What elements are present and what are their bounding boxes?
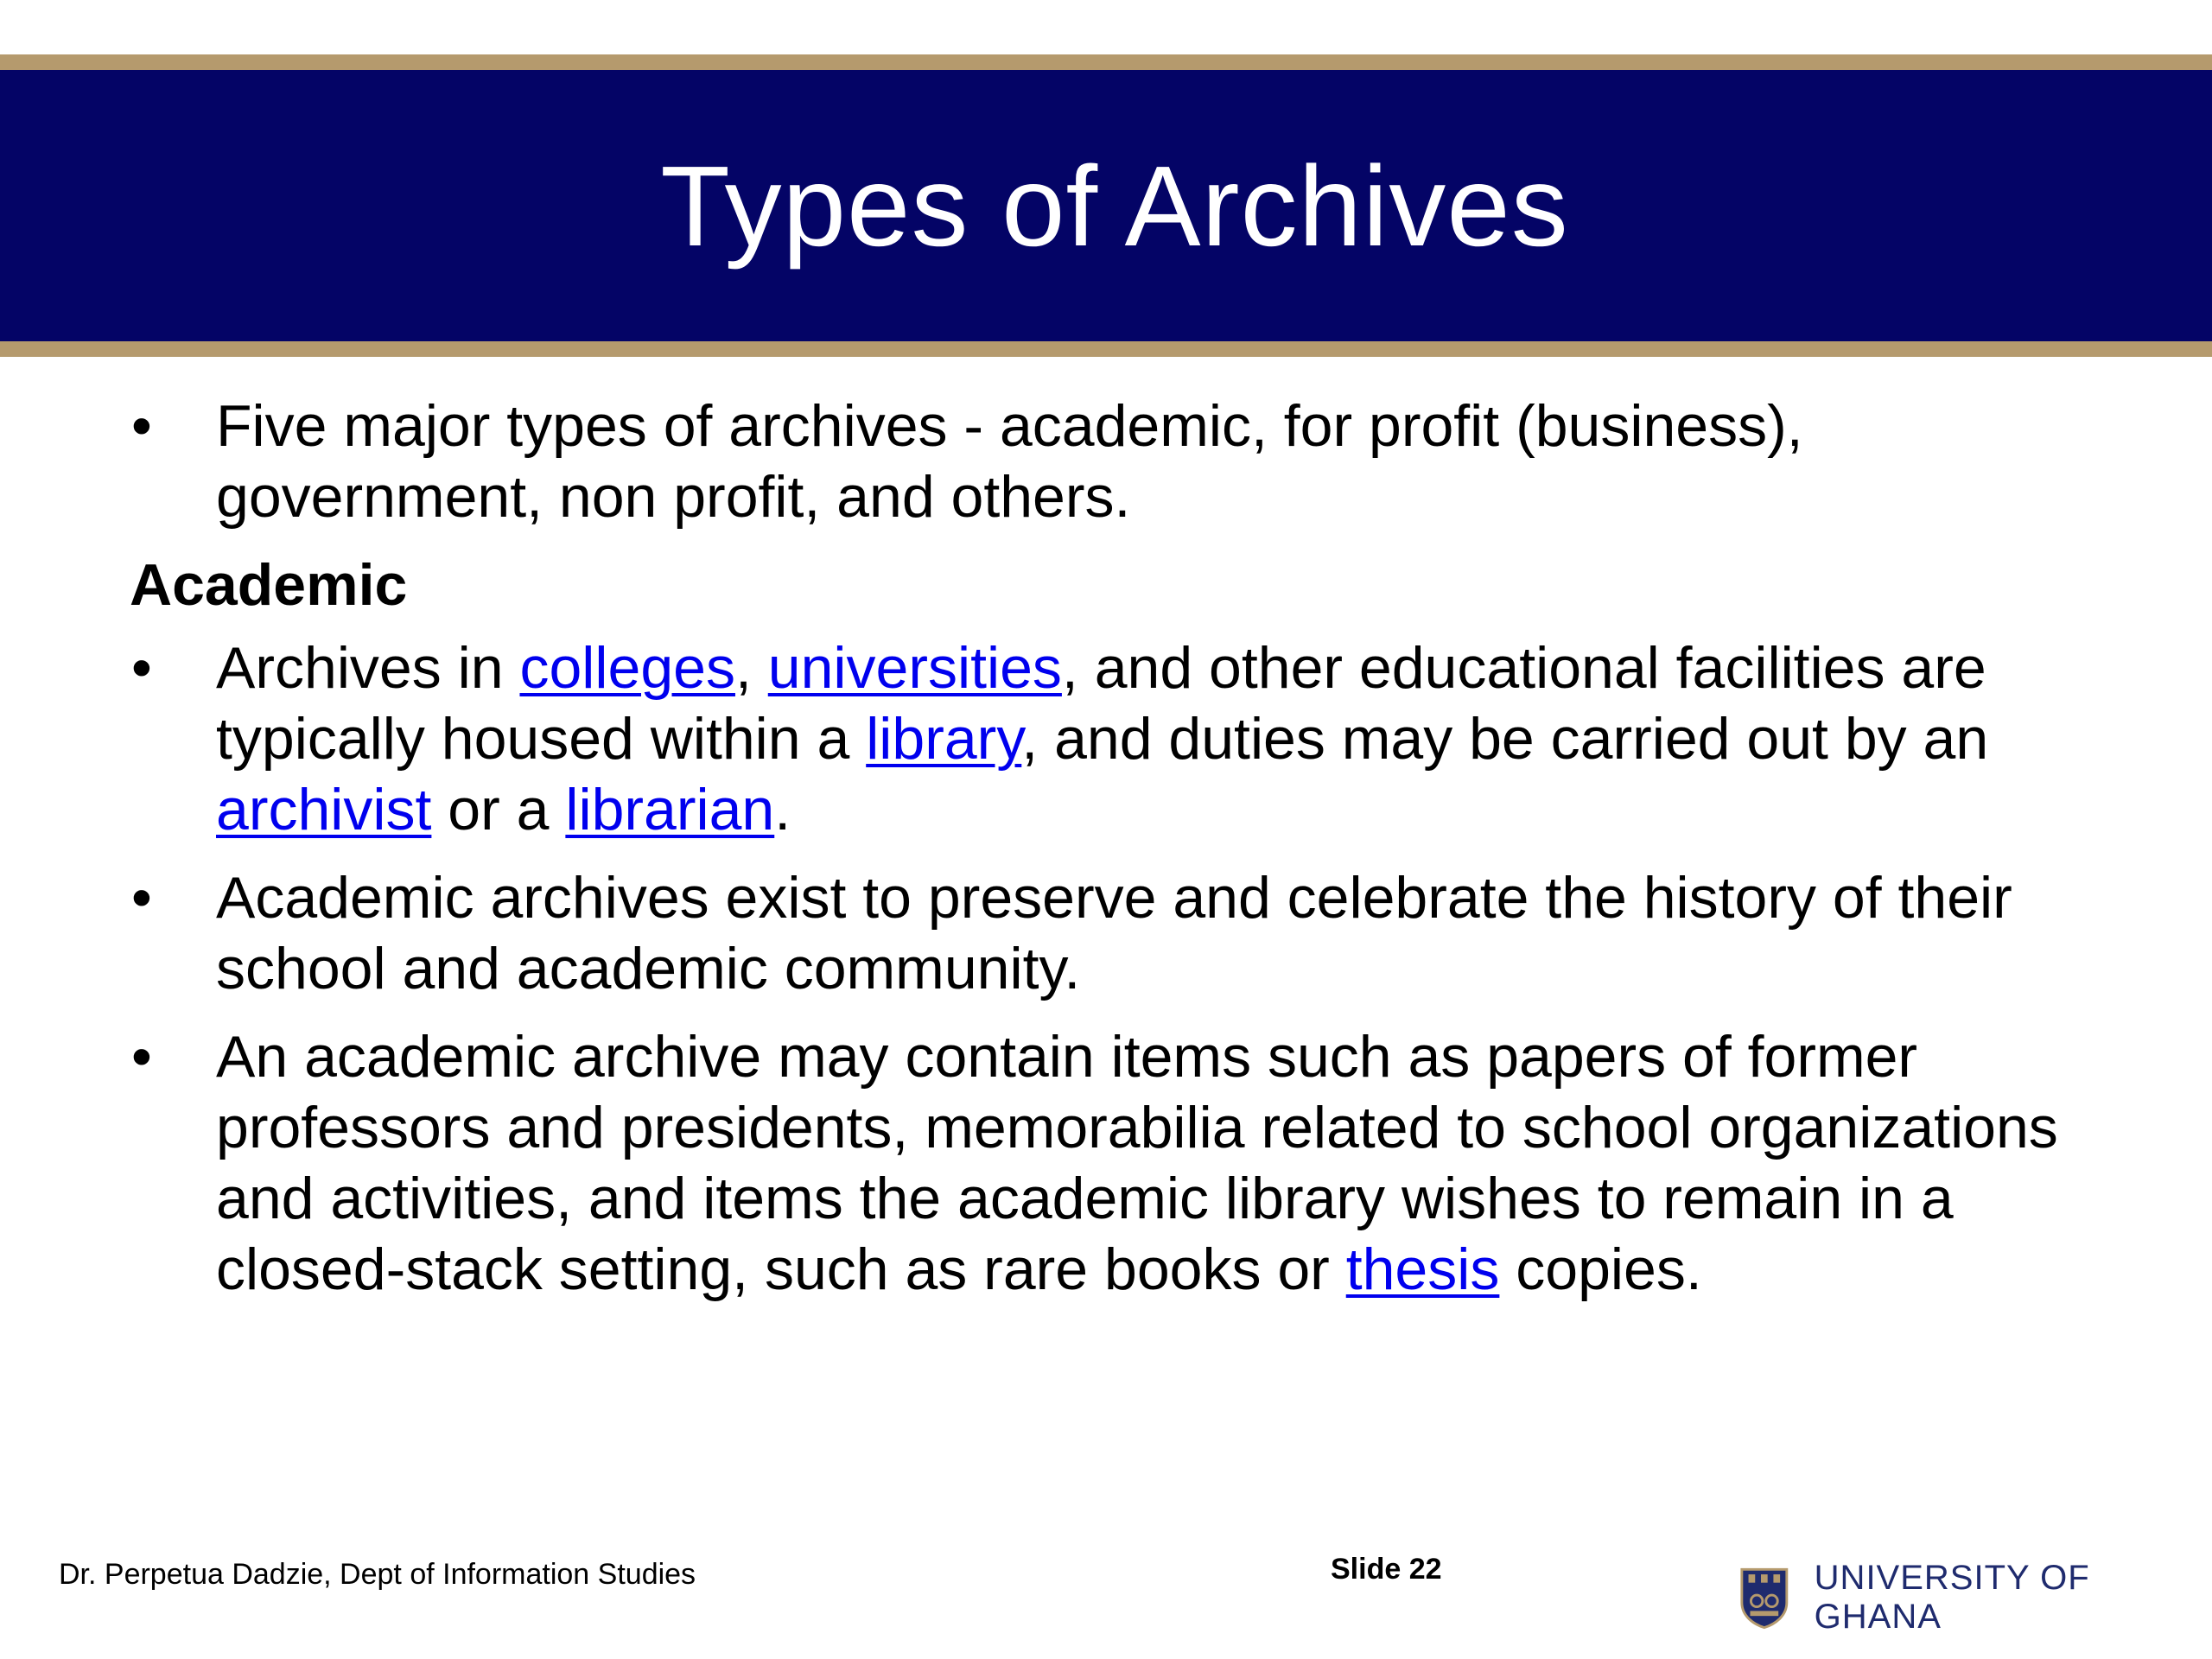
intro-bullet: [130, 391, 2117, 532]
university-crest-icon: [1738, 1565, 1790, 1630]
slide-title: Types of Archives: [660, 142, 1569, 270]
bullet-text: copies.: [1499, 1236, 1702, 1302]
bullet-dot: •: [131, 865, 152, 931]
bullet-dot: •: [131, 393, 152, 459]
slide-number: Slide 22: [1331, 1553, 1442, 1586]
link-archivist[interactable]: archivist: [216, 777, 432, 842]
link-colleges[interactable]: colleges: [519, 635, 735, 701]
bullet-text: .: [774, 777, 791, 842]
bullet-text: Academic archives exist to preserve and celebrate the history of their school and academic community.: [216, 865, 2012, 1001]
academic-bullet-1: [130, 632, 2117, 845]
link-universities[interactable]: universities: [767, 635, 1062, 701]
university-name: UNIVERSITY OF GHANA: [1814, 1559, 2090, 1636]
intro-bullet-text: Five major types of archives - academic, for profit (business), government, non profit, and others.: [216, 393, 1803, 530]
bullet-text: , and other educational facilities are typically housed within a: [216, 635, 1986, 772]
bullet-text: ,: [734, 635, 768, 701]
link-thesis[interactable]: thesis: [1345, 1236, 1500, 1302]
footer-author: Dr. Perpetua Dadzie, Dept of Information Studies: [59, 1558, 696, 1591]
academic-bullet-2: [130, 862, 2117, 1004]
bullet-dot: •: [131, 635, 152, 701]
link-library[interactable]: library: [866, 706, 1022, 772]
university-logo: [1738, 1559, 2212, 1637]
bullet-text: or a: [431, 777, 566, 842]
title-band: [0, 54, 2212, 357]
section-heading-academic: Academic: [130, 552, 408, 618]
slide-content: [130, 391, 2117, 1322]
bullet-text: Archives in: [216, 635, 520, 701]
academic-bullet-3: [130, 1021, 2117, 1305]
bullet-text: , and duties may be carried out by an: [1021, 706, 1989, 772]
link-librarian[interactable]: librarian: [565, 777, 775, 842]
bullet-dot: •: [131, 1024, 152, 1090]
bullet-text: An academic archive may contain items such as papers of former professors and presidents, memorabilia related to school organizations and activities, and items the academic library wishes to remain in a closed-stack setting, such as rare books or: [216, 1024, 2058, 1302]
